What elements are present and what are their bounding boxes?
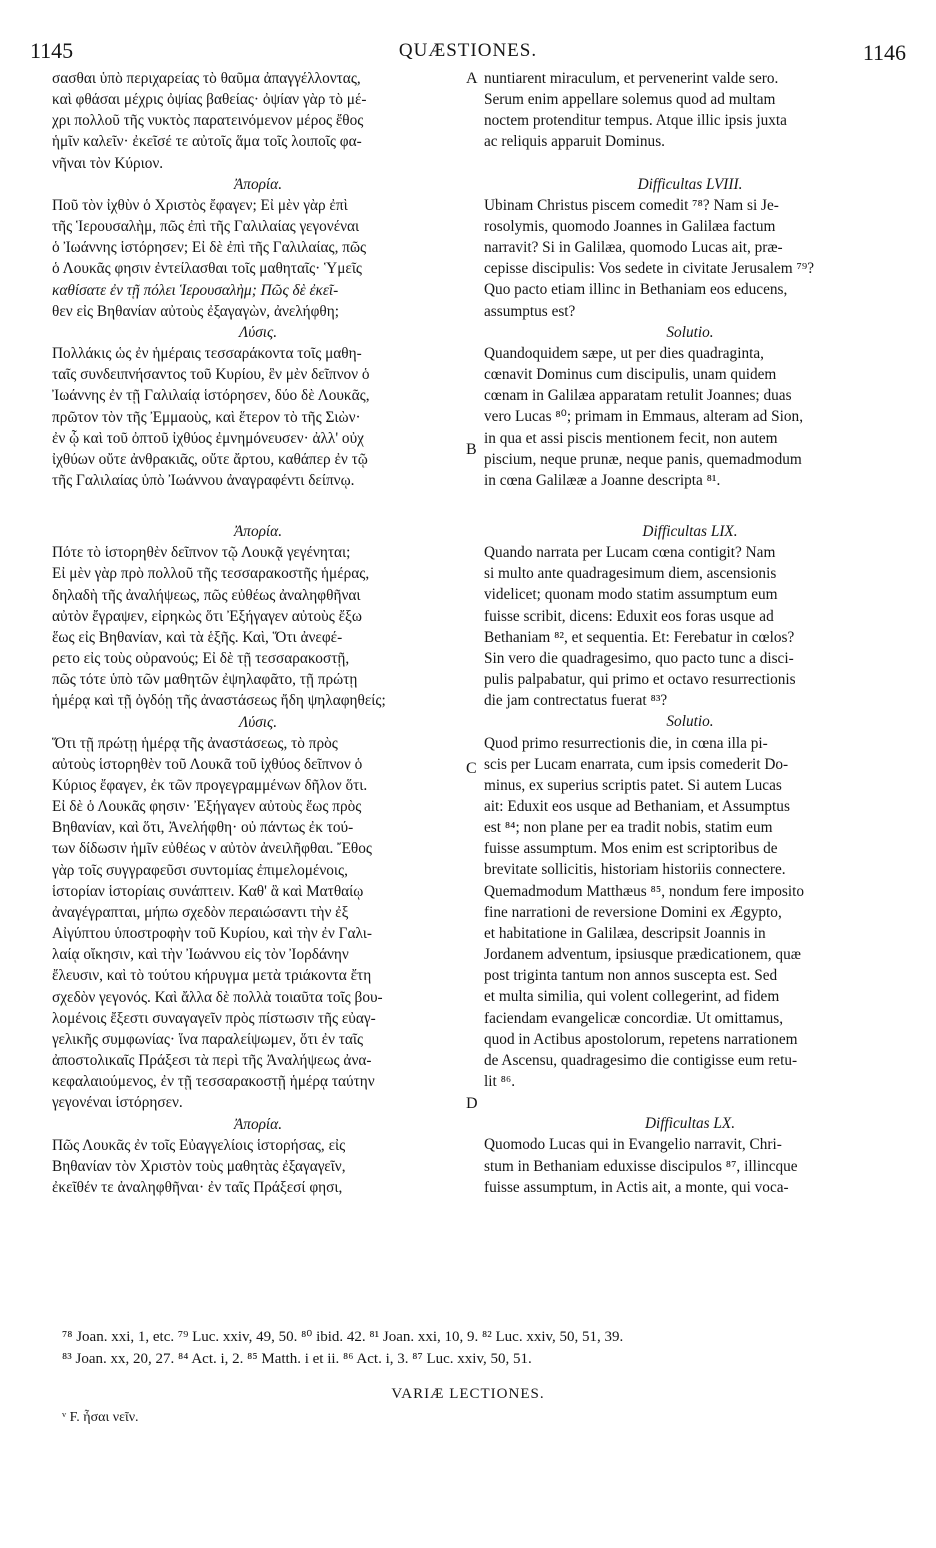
text-line: brevitate sollicitis, historiam historiis connectere. bbox=[484, 861, 786, 879]
variae-lectiones-note: ᵛ F. ἦσαι νεῖν. bbox=[62, 1410, 139, 1425]
latin-paragraph-6 bbox=[484, 1134, 896, 1197]
text-line: noctem protenditur tempus. Atque illic ipsis juxta bbox=[484, 112, 787, 130]
text-line: σχεδὸν γεγονός. Καὶ ἄλλα δὲ πολλὰ τοιαῦτα τοῖς βου- bbox=[52, 988, 383, 1006]
text-line: ἡμῖν καλεῖν· ἐκεῖσέ τε αὐτοῖς ἅμα τοῖς λοιποῖς φα- bbox=[52, 133, 362, 151]
text-line: assumptus est? bbox=[484, 302, 576, 320]
footnote-line: ⁷⁸ Joan. xxi, 1, etc. ⁷⁹ Luc. xxiv, 49, 50. ⁸⁰ ibid. 42. ⁸¹ Joan. xxi, 10, 9. ⁸² Luc. xxiv, 50, 51, 39. bbox=[62, 1329, 624, 1345]
text-line: Ποῦ τὸν ἰχθὺν ὁ Χριστὸς ἔφαγεν; Εἰ μὲν γὰρ ἐπὶ bbox=[52, 196, 348, 214]
variae-lectiones-heading: VARIÆ LECTIONES. bbox=[391, 1386, 545, 1402]
text-line: faciendam evangelicæ concordiæ. Ut omittamus, bbox=[484, 1009, 784, 1027]
greek-paragraph-2 bbox=[52, 195, 464, 322]
text-line: των δίδωσιν ἡμῖν εὐθέως ν αὐτὸν ἀνειλῆφθαι. Ἔθος bbox=[52, 840, 372, 858]
text-line: Πῶς Λουκᾶς ἐν τοῖς Εὐαγγελίοις ἱστορήσας, εἰς bbox=[52, 1136, 346, 1154]
text-line: Βηθανίαν, καὶ ὅτι, Ἀνελήφθη· οὐ πάντως ἐκ τού- bbox=[52, 819, 354, 837]
section-heading: Solutio. bbox=[666, 323, 714, 341]
margin-letter-b: B bbox=[466, 441, 477, 458]
text-line: ἔλευσιν, καὶ τὸ τούτου κήρυγμα μετὰ τριάκοντα ἔτη bbox=[52, 967, 372, 985]
spacer bbox=[52, 491, 464, 521]
text-line: ἀναγέγραπται, μήπω σχεδὸν περαιώσαντι τὴν ἐξ bbox=[52, 903, 349, 921]
text-line: πῶς τότε ὑπὸ τῶν μαθητῶν ἐψηλαφᾶτο, τῇ πρώτῃ bbox=[52, 671, 358, 689]
text-line: Κύριος ἔφαγεν, ἐκ τῶν προγεγραμμένων δῆλον ὅτι. bbox=[52, 777, 368, 794]
text-line: fuisse assumptum, in Actis ait, a monte, qui voca- bbox=[484, 1178, 789, 1196]
text-line: ταῖς συνδειπνήσαντος τοῦ Κυρίου, ἓν μὲν δεῖπνον ὁ bbox=[52, 366, 370, 384]
text-line: piscium, neque prunæ, neque panis, quemadmodum bbox=[484, 450, 802, 468]
section-heading: Ἀπορία. bbox=[233, 1115, 283, 1133]
page-number-left: 1145 bbox=[30, 38, 74, 63]
section-heading: Difficultas LX. bbox=[644, 1115, 736, 1133]
text-line: πρῶτον τὸν τῆς Ἐμμαοὺς, καὶ ἕτερον τὸ τῆς Σιὼν· bbox=[52, 408, 361, 426]
text-line: fuisse assumptum. Mos enim est scriptoribus de bbox=[484, 840, 778, 858]
text-line: et habitatione in Galilæa, descripsit Joannis in bbox=[484, 924, 766, 942]
greek-paragraph-1 bbox=[52, 68, 464, 174]
text-line: Βηθανίαν τὸν Χριστὸν τοὺς μαθητὰς ἐξαγαγεῖν, bbox=[52, 1157, 346, 1175]
latin-paragraph-4 bbox=[484, 542, 896, 711]
section-heading: Ἀπορία. bbox=[233, 175, 283, 193]
margin-letter-c: C bbox=[466, 760, 477, 777]
text-line: Quod primo resurrectionis die, in cœna illa pi- bbox=[484, 734, 768, 752]
text-line: et multa similia, qui volent collegerint, ad fidem bbox=[484, 988, 780, 1006]
text-line: λαίᾳ οἴκησιν, καὶ τὴν Ἰωάννου εἰς τὸν Ἰορδάνην bbox=[52, 946, 349, 964]
text-line: quod in Actibus apostolorum, repetens narrationem bbox=[484, 1030, 798, 1048]
text-line: videlicet; quonam modo statim assumptum eum bbox=[484, 586, 778, 604]
text-line: γὰρ τοῖς συγγραφεῦσι συντομίας ἐπιμελομένοις, bbox=[52, 861, 348, 879]
page-number-right: 1146 bbox=[862, 40, 906, 65]
text-line: in cœna Galilææ a Joanne descripta ⁸¹. bbox=[484, 471, 721, 489]
text-line: Jordanem adventum, ipsiusque prædicationem, quæ bbox=[484, 946, 801, 964]
text-line: Bethaniam ⁸², et sequentia. Et: Ferebatur in cœlos? bbox=[484, 628, 795, 646]
text-line: pulis palpabatur, qui primo et octavo resurrectionis bbox=[484, 671, 796, 689]
text-line: γεγονέναι ἱστόρησεν. bbox=[52, 1094, 183, 1112]
latin-paragraph-2 bbox=[484, 195, 896, 322]
text-line: fine narrationi de reversione Domini ex Ægypto, bbox=[484, 903, 782, 921]
text-line: vero Lucas ⁸⁰; primam in Emmaus, alteram ad Sion, bbox=[484, 408, 804, 426]
greek-paragraph-3 bbox=[52, 343, 464, 491]
text-line: τῆς Ἱερουσαλὴμ, πῶς ἐπὶ τῆς Γαλιλαίας γεγονέναι bbox=[52, 218, 360, 236]
text-line: χρι πολλοῦ τῆς νυκτὸς παρατεινόμενον μέρος ἔθος bbox=[52, 112, 364, 130]
text-line: ἱστορίαν ἱστορίαις συνάπτειν. Καθ' ἃ καὶ Ματθαίῳ bbox=[52, 882, 364, 900]
text-line: ἀποστολικαῖς Πράξεσι τὰ περὶ τῆς Ἀναλήψεως ἀνα- bbox=[52, 1052, 372, 1070]
text-line: de Ascensu, quadragesimo die contigisse eum retu- bbox=[484, 1051, 798, 1069]
spacer bbox=[484, 1092, 896, 1113]
text-line: λομένοις ἔξεστι συναγαγεῖν πρὸς πίστωσιν τῆς εὐαγ- bbox=[52, 1009, 376, 1027]
text-line: Serum enim appellare solemus quod ad multam bbox=[484, 91, 776, 109]
text-line: δηλαδὴ τῆς ἀναλήψεως, πῶς εὐθέως ἀναληφθῆναι bbox=[52, 586, 361, 604]
text-line: stum in Bethaniam eduxisse discipulos ⁸⁷, illincque bbox=[484, 1157, 798, 1175]
text-line: die jam contrectatus fuerat ⁸³? bbox=[484, 692, 668, 710]
text-line: cœnavit Dominus cum discipulis, unam quidem bbox=[484, 366, 777, 384]
text-line: si multo ante quadragesimum diem, ascensionis bbox=[484, 565, 777, 583]
text-line: ρετο εἰς τοὺς οὐρανούς; Εἰ δὲ τῇ τεσσαρακοστῇ, bbox=[52, 650, 350, 668]
text-line: nuntiarent miraculum, et pervenerint valde sero. bbox=[484, 70, 779, 87]
text-line: καθίσατε ἐν τῇ πόλει Ἱερουσαλὴμ; Πῶς δὲ ἐκεῖ- bbox=[52, 281, 339, 299]
text-line: cepisse discipulis: Vos sedete in civitate Jerusalem ⁷⁹? bbox=[484, 260, 814, 278]
text-line: Ὅτι τῇ πρώτῃ ἡμέρᾳ τῆς ἀναστάσεως, τὸ πρὸς bbox=[52, 734, 338, 752]
section-heading: Solutio. bbox=[666, 713, 714, 731]
latin-paragraph-3 bbox=[484, 343, 896, 491]
text-line: αὐτοὺς ἱστορηθὲν τοῦ Λουκᾶ τοῦ ἰχθύος δεῖπνον ὁ bbox=[52, 755, 363, 773]
text-line: scis per Lucam enarrata, cum ipsis comederit Do- bbox=[484, 755, 789, 773]
text-line: ait: Eduxit eos usque ad Bethaniam, et Assumptus bbox=[484, 798, 790, 815]
running-title: QUÆSTIONES. bbox=[398, 40, 538, 61]
running-header bbox=[30, 38, 906, 68]
text-line: ἕως εἰς Βηθανίαν, καὶ τὰ ἑξῆς. Καὶ, Ὅτι ἀνεφέ- bbox=[52, 628, 343, 646]
text-line: narravit? Si in Galilæa, quomodo Lucas ait, præ- bbox=[484, 239, 783, 257]
section-heading: Ἀπορία. bbox=[233, 523, 283, 541]
margin-letter-d: D bbox=[466, 1095, 478, 1112]
section-heading: Λύσις. bbox=[238, 713, 278, 731]
text-line: νῆναι τὸν Κύριον. bbox=[52, 154, 164, 172]
text-line: Quo pacto etiam illinc in Bethaniam eos educens, bbox=[484, 281, 788, 299]
text-line: post triginta tantum non annos suscepta est. Sed bbox=[484, 967, 778, 985]
section-heading: Difficultas LIX. bbox=[642, 522, 738, 540]
text-line: ἐν ᾧ καὶ τοῦ ὀπτοῦ ἰχθύος ἐμνημόνευσεν· ἀλλ' οὐχ bbox=[52, 429, 364, 447]
text-line: Quando narrata per Lucam cœna contigit? Nam bbox=[484, 544, 776, 562]
greek-paragraph-6 bbox=[52, 1135, 464, 1198]
latin-paragraph-5 bbox=[484, 733, 896, 1093]
text-line: Quemadmodum Matthæus ⁸⁵, nondum fere imposito bbox=[484, 882, 804, 900]
latin-paragraph-1 bbox=[484, 68, 896, 153]
section-heading: Difficultas LVIII. bbox=[637, 175, 743, 193]
margin-letter-a: A bbox=[466, 70, 478, 87]
text-line: γελικῆς συμφωνίας· ἵνα παραλείψωμεν, ὅτι ἐν ταῖς bbox=[52, 1030, 364, 1048]
text-line: minus, ex superius scriptis patet. Si autem Lucas bbox=[484, 776, 782, 794]
text-line: Εἰ δὲ ὁ Λουκᾶς φησιν· Ἐξήγαγεν αὐτοὺς ἕως πρὸς bbox=[52, 798, 362, 816]
text-line: ἐκεῖθέν τε ἀναληφθῆναι· ἐν ταῖς Πράξεσί φησι, bbox=[52, 1178, 343, 1196]
text-line: Αἰγύπτου ὑποστροφὴν τοῦ Κυρίου, καὶ τὴν ἐν Γαλι- bbox=[52, 925, 372, 943]
text-line: Πολλάκις ὡς ἐν ἡμέραις τεσσαράκοντα τοῖς μαθη- bbox=[52, 345, 362, 363]
text-line: σασθαι ὑπὸ περιχαρείας τὸ θαῦμα ἀπαγγέλλοντας, bbox=[52, 70, 361, 87]
greek-column bbox=[52, 68, 464, 1198]
greek-paragraph-5 bbox=[52, 733, 464, 1114]
text-line: Ubinam Christus piscem comedit ⁷⁸? Nam si Je- bbox=[484, 196, 779, 214]
text-line: κεφαλαιούμενος, ἐν τῇ τεσσαρακοστῇ ἡμέρᾳ ταύτην bbox=[52, 1073, 375, 1091]
text-line: ἰχθύων οὔτε ἀνθρακιᾶς, οὔτε ἄρτου, καθάπερ ἐν τῷ bbox=[52, 450, 368, 468]
spacer bbox=[484, 491, 896, 521]
text-line: ὁ Ἰωάννης ἱστόρησεν; Εἰ δὲ ἐπὶ τῆς Γαλιλαίας, πῶς bbox=[52, 239, 367, 257]
text-line: ὁ Λουκᾶς φησιν ἐντείλασθαι τοῖς μαθηταῖς· Ὑμεῖς bbox=[52, 260, 362, 278]
text-line: Quandoquidem sæpe, ut per dies quadraginta, bbox=[484, 344, 764, 362]
greek-paragraph-4 bbox=[52, 542, 464, 711]
text-line: est ⁸⁴; non plane per ea tradit nobis, statim eum bbox=[484, 819, 773, 837]
text-line: τῆς Γαλιλαίας ὑπὸ Ἰωάννου ἀναγραφέντι δείπνῳ. bbox=[52, 471, 355, 489]
text-line: Ἰωάννης ἐν τῇ Γαλιλαίᾳ ἱστόρησεν, δύο δὲ Λουκᾶς, bbox=[52, 387, 370, 405]
text-line: Quomodo Lucas qui in Evangelio narravit, Chri- bbox=[484, 1136, 782, 1154]
latin-column bbox=[484, 68, 896, 1198]
text-line: αὐτὸν ἔγραψεν, εἰρηκὼς ὅτι Ἐξήγαγεν αὐτοὺς ἔξω bbox=[52, 607, 362, 625]
footnote-line: ⁸³ Joan. xx, 20, 27. ⁸⁴ Act. i, 2. ⁸⁵ Matth. i et ii. ⁸⁶ Act. i, 3. ⁸⁷ Luc. xxiv, 50, 51. bbox=[62, 1351, 532, 1367]
text-line: Πότε τὸ ἱστορηθὲν δεῖπνον τῷ Λουκᾷ γεγένηται; bbox=[52, 544, 351, 562]
text-line: rosolymis, quomodo Joannes in Galilæa factum bbox=[484, 217, 776, 235]
spacer bbox=[484, 153, 896, 174]
text-line: καὶ φθάσαι μέχρις ὀψίας βαθείας· ὀψίαν γὰρ τὸ μέ- bbox=[52, 91, 367, 109]
text-line: ἡμέρᾳ καὶ τῇ ὀγδόῃ τῆς ἀναστάσεως ἤδη ψηλαφηθείς; bbox=[52, 692, 386, 710]
text-line: lit ⁸⁶. bbox=[484, 1073, 516, 1091]
text-line: Εἰ μὲν γὰρ πρὸ πολλοῦ τῆς τεσσαρακοστῆς ἡμέρας, bbox=[52, 565, 370, 583]
text-line: ac reliquis apparuit Dominus. bbox=[484, 133, 665, 151]
text-line: in qua et assi piscis mentionem fecit, non autem bbox=[484, 429, 778, 447]
text-line: fuisse scribit, dicens: Eduxit eos foras usque ad bbox=[484, 607, 774, 625]
text-line: θεν εἰς Βηθανίαν αὐτοὺς ἐξαγαγὼν, ἀνελήφθη; bbox=[52, 302, 339, 320]
text-line: Sin vero die quadragesimo, quo pacto tunc a disci- bbox=[484, 649, 794, 667]
text-line: cœnam in Galilæa apparatam retulit Joannes; duas bbox=[484, 387, 792, 405]
section-heading: Λύσις. bbox=[238, 323, 278, 341]
footnotes bbox=[62, 1326, 902, 1370]
